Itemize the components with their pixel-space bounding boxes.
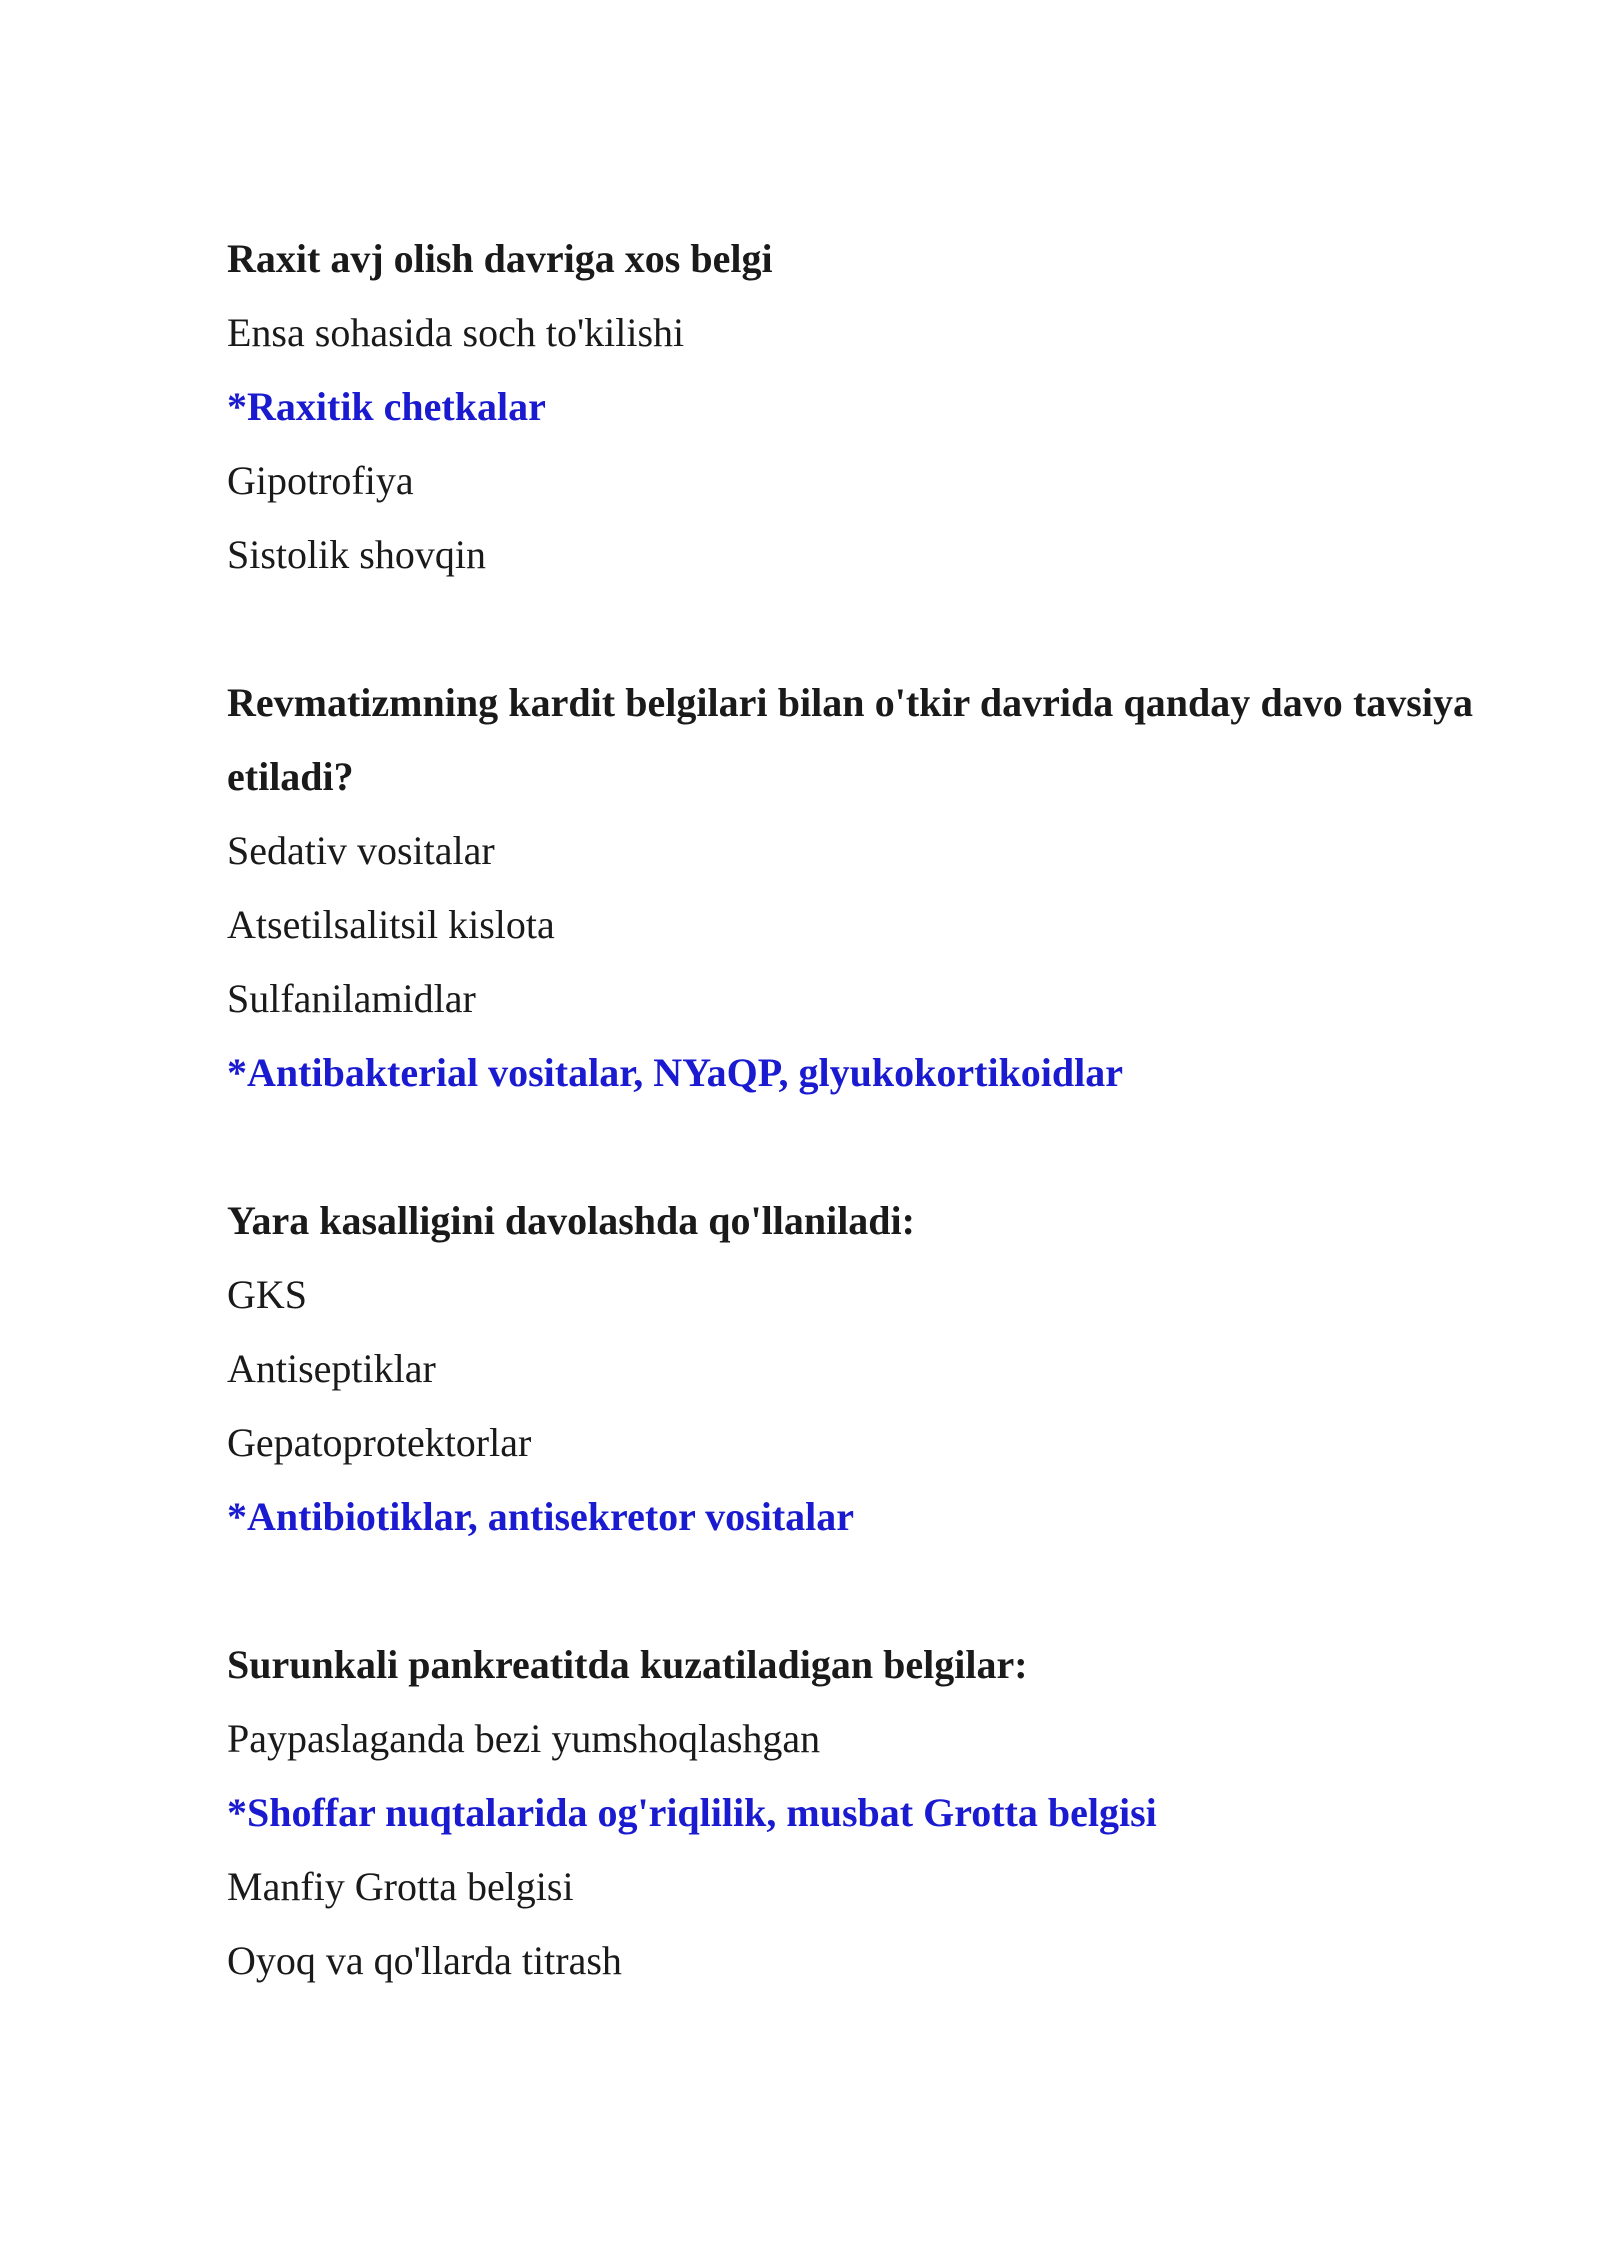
answer-option: Paypaslaganda bezi yumshoqlashgan — [227, 1716, 821, 1761]
answer-option: Oyoq va qo'llarda titrash — [227, 1938, 622, 1983]
correct-answer-option: *Antibiotiklar, antisekretor vositalar — [227, 1494, 855, 1539]
question-text: Revmatizmning kardit belgilari bilan o'tkir davrida qanday davo tavsiya etiladi? — [227, 680, 1473, 799]
question-block-1 — [227, 222, 1473, 592]
question-block-2 — [227, 666, 1473, 1110]
correct-answer-option: *Shoffar nuqtalarida og'riqlilik, musbat Grotta belgisi — [227, 1790, 1157, 1835]
question-block-3 — [227, 1184, 1473, 1554]
answer-option: GKS — [227, 1272, 308, 1317]
answer-option: Sedativ vositalar — [227, 828, 495, 873]
correct-answer-option: *Raxitik chetkalar — [227, 384, 546, 429]
question-text: Surunkali pankreatitda kuzatiladigan belgilar: — [227, 1642, 1028, 1687]
answer-option: Manfiy Grotta belgisi — [227, 1864, 574, 1909]
answer-option: Gipotrofiya — [227, 458, 414, 503]
correct-answer-option: *Antibakterial vositalar, NYaQP, glyukokortikoidlar — [227, 1050, 1124, 1095]
answer-option: Ensa sohasida soch to'kilishi — [227, 310, 685, 355]
answer-option: Antiseptiklar — [227, 1346, 436, 1391]
document-page — [227, 222, 1473, 1998]
question-text: Yara kasalligini davolashda qo'llaniladi: — [227, 1198, 915, 1243]
question-text: Raxit avj olish davriga xos belgi — [227, 236, 773, 281]
answer-option: Sulfanilamidlar — [227, 976, 476, 1021]
answer-option: Atsetilsalitsil kislota — [227, 902, 555, 947]
answer-option: Gepatoprotektorlar — [227, 1420, 532, 1465]
question-block-4 — [227, 1628, 1473, 1998]
answer-option: Sistolik shovqin — [227, 532, 486, 577]
